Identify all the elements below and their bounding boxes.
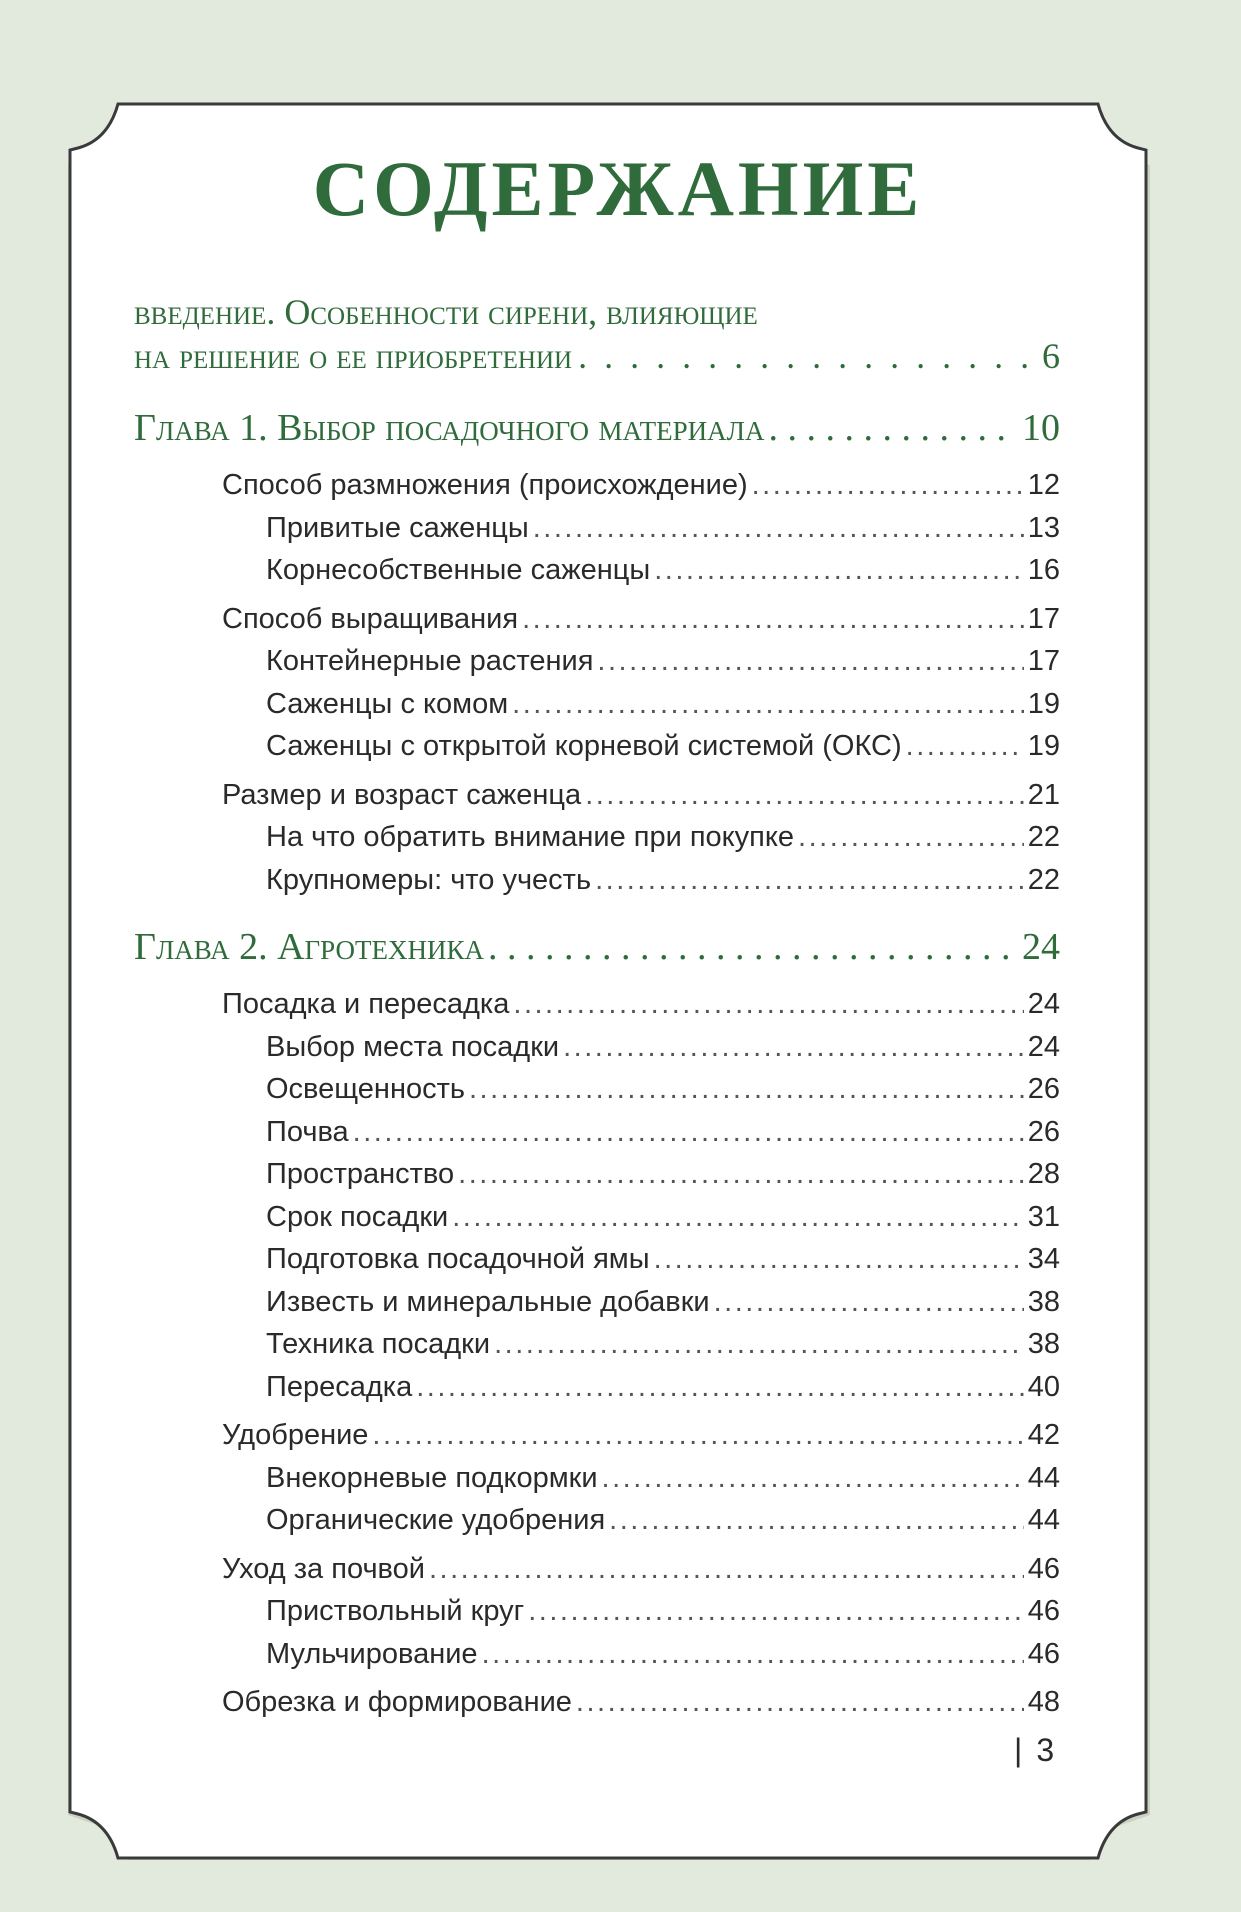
dot-leader: [512, 683, 1024, 726]
toc-entry-title: Подготовка посадочной ямы: [266, 1243, 650, 1275]
toc-entry[interactable]: [134, 1499, 1060, 1542]
toc-page-number: 22: [1027, 863, 1060, 896]
toc-page-number: 40: [1027, 1370, 1060, 1403]
toc-entry-title: Обрезка и формирование: [222, 1686, 572, 1718]
dot-leader: [798, 816, 1024, 859]
toc-entry[interactable]: [134, 1323, 1060, 1366]
dot-leader: [494, 1323, 1024, 1366]
page-folio: [1014, 1732, 1054, 1769]
toc-entry[interactable]: [134, 1457, 1060, 1500]
toc-page-number: 12: [1027, 469, 1060, 501]
dot-leader: [528, 1590, 1023, 1633]
dot-leader: [654, 549, 1024, 592]
toc-page-number: 17: [1027, 645, 1060, 677]
toc-entry[interactable]: [134, 1068, 1060, 1111]
dot-leader: [533, 507, 1024, 550]
toc-entry-title: Корнесобственные саженцы: [266, 554, 651, 586]
dot-leader: [522, 598, 1024, 641]
toc-entry-title: Саженцы с комом: [266, 687, 509, 720]
dot-leader: [585, 774, 1024, 817]
toc-page-number: 19: [1027, 730, 1060, 762]
dot-leader: [372, 1414, 1023, 1457]
dot-leader: [602, 1457, 1024, 1500]
toc-entry-title: Саженцы с открытой корневой системой (ОКС): [266, 730, 902, 762]
toc-entry-title: Известь и минеральные добавки: [266, 1285, 710, 1318]
toc-entry-title: На что обратить внимание при покупке: [266, 821, 795, 853]
toc-entry[interactable]: [134, 1026, 1060, 1069]
dot-leader: [458, 1153, 1024, 1196]
dot-leader: [353, 1111, 1024, 1154]
toc-entry-title: Мульчирование: [266, 1637, 478, 1670]
toc-page-number: 38: [1027, 1328, 1060, 1360]
dot-leader: [488, 917, 1018, 977]
toc-entry[interactable]: [134, 1590, 1060, 1633]
dot-leader: [597, 640, 1023, 683]
dot-leader: [752, 464, 1024, 507]
toc-page-number: 42: [1027, 1419, 1060, 1451]
folio-number: 3: [1036, 1732, 1055, 1768]
toc-page-number: 16: [1027, 554, 1060, 586]
dot-leader: [578, 334, 1036, 378]
intro-line-2: на решение о ее приобретении: [134, 336, 573, 376]
toc-entry[interactable]: [134, 1111, 1060, 1154]
dot-leader: [654, 1238, 1024, 1281]
dot-leader: [714, 1281, 1024, 1324]
dot-leader: [609, 1499, 1024, 1542]
toc-page-number: 19: [1027, 687, 1060, 720]
toc-entry[interactable]: [134, 1281, 1060, 1324]
toc-entry-title: Выбор места посадки: [266, 1030, 560, 1063]
toc-entry-title: Глава 2. Агротехника: [134, 926, 484, 968]
toc-entry-title: Контейнерные растения: [266, 645, 594, 677]
intro-page-number: 6: [1042, 336, 1060, 376]
toc-entry-title: Глава 1. Выбор посадочного материала: [134, 407, 765, 449]
toc-page-number: 21: [1027, 778, 1060, 811]
toc-intro[interactable]: [134, 290, 1060, 378]
toc-entry[interactable]: [134, 774, 1060, 817]
toc-page-number: 24: [1027, 1030, 1060, 1063]
toc-page-number: 17: [1027, 602, 1060, 635]
toc-entry-title: Органические удобрения: [266, 1504, 606, 1536]
toc-entry-title: Внекорневые подкормки: [266, 1461, 598, 1494]
toc-entry-title: Техника посадки: [266, 1328, 491, 1360]
toc-page-number: 26: [1027, 1073, 1060, 1105]
dot-leader: [768, 398, 1018, 458]
toc-entry[interactable]: [134, 1681, 1060, 1724]
toc-entry[interactable]: [134, 640, 1060, 683]
toc-entry[interactable]: [134, 983, 1060, 1026]
toc-list: [134, 398, 1060, 1724]
toc-entry[interactable]: [134, 859, 1060, 902]
toc-page-number: 46: [1027, 1552, 1060, 1585]
toc-entry-title: Почва: [266, 1115, 349, 1148]
dot-leader: [576, 1681, 1024, 1724]
dot-leader: [513, 983, 1023, 1026]
toc-entry[interactable]: [134, 1238, 1060, 1281]
dot-leader: [429, 1548, 1024, 1591]
toc-page-number: 34: [1027, 1243, 1060, 1275]
toc-entry[interactable]: [134, 683, 1060, 726]
toc-page-number: 26: [1027, 1115, 1060, 1148]
toc-entry-title: Посадка и пересадка: [222, 988, 510, 1020]
folio-divider: |: [1014, 1732, 1023, 1768]
toc-entry-title: Приствольный круг: [266, 1595, 525, 1627]
toc-entry[interactable]: [134, 1196, 1060, 1239]
toc-entry-title: Способ размножения (происхождение): [222, 469, 748, 501]
toc-entry-title: Способ выращивания: [222, 602, 519, 635]
toc-entry-title: Пересадка: [266, 1370, 413, 1403]
dot-leader: [595, 859, 1024, 902]
toc-entry[interactable]: [134, 1548, 1060, 1591]
toc-page-number: 10: [1022, 407, 1060, 449]
toc-entry[interactable]: [134, 1633, 1060, 1676]
toc-entry-title: Крупномеры: что учесть: [266, 863, 592, 896]
toc-entry[interactable]: [134, 598, 1060, 641]
dot-leader: [416, 1366, 1024, 1409]
toc-page-number: 46: [1027, 1637, 1060, 1670]
toc-page-number: 22: [1027, 821, 1060, 853]
dot-leader: [482, 1633, 1024, 1676]
toc-page-number: 24: [1022, 926, 1060, 968]
toc-entry[interactable]: [134, 1153, 1060, 1196]
dot-leader: [469, 1068, 1024, 1111]
toc-entry-title: Пространство: [266, 1158, 455, 1190]
toc-page-number: 13: [1027, 511, 1060, 544]
toc-entry[interactable]: [134, 549, 1060, 592]
intro-line-1: введение. Особенности сирени, влияющие: [134, 292, 758, 332]
toc-entry[interactable]: [134, 725, 1060, 768]
toc-entry[interactable]: [134, 1414, 1060, 1457]
toc-entry[interactable]: [134, 507, 1060, 550]
toc-entry-title: Привитые саженцы: [266, 511, 529, 544]
toc-entry-title: Размер и возраст саженца: [222, 778, 582, 811]
toc-page-number: 46: [1027, 1595, 1060, 1627]
toc-entry-title: Освещенность: [266, 1073, 465, 1105]
toc-entry-title: Удобрение: [222, 1419, 369, 1451]
toc-entry[interactable]: [134, 1366, 1060, 1409]
toc-entry-title: Срок посадки: [266, 1200, 449, 1233]
toc-chapter[interactable]: [134, 917, 1060, 977]
toc-page: [118, 112, 1118, 1832]
toc-page-number: 24: [1027, 988, 1060, 1020]
toc-entry[interactable]: [134, 816, 1060, 859]
toc-chapter[interactable]: [134, 398, 1060, 458]
toc-page-number: 38: [1027, 1285, 1060, 1318]
page-title: СОДЕРЖАНИЕ: [312, 145, 924, 232]
toc-page-number: 44: [1027, 1461, 1060, 1494]
dot-leader: [906, 725, 1024, 768]
toc-page-number: 28: [1027, 1158, 1060, 1190]
toc-entry-title: Уход за почвой: [222, 1552, 425, 1585]
toc-page-number: 44: [1027, 1504, 1060, 1536]
toc-page-number: 31: [1027, 1200, 1060, 1233]
toc-page-number: 48: [1027, 1686, 1060, 1718]
dot-leader: [563, 1026, 1024, 1069]
dot-leader: [452, 1196, 1024, 1239]
toc-entry[interactable]: [134, 464, 1060, 507]
